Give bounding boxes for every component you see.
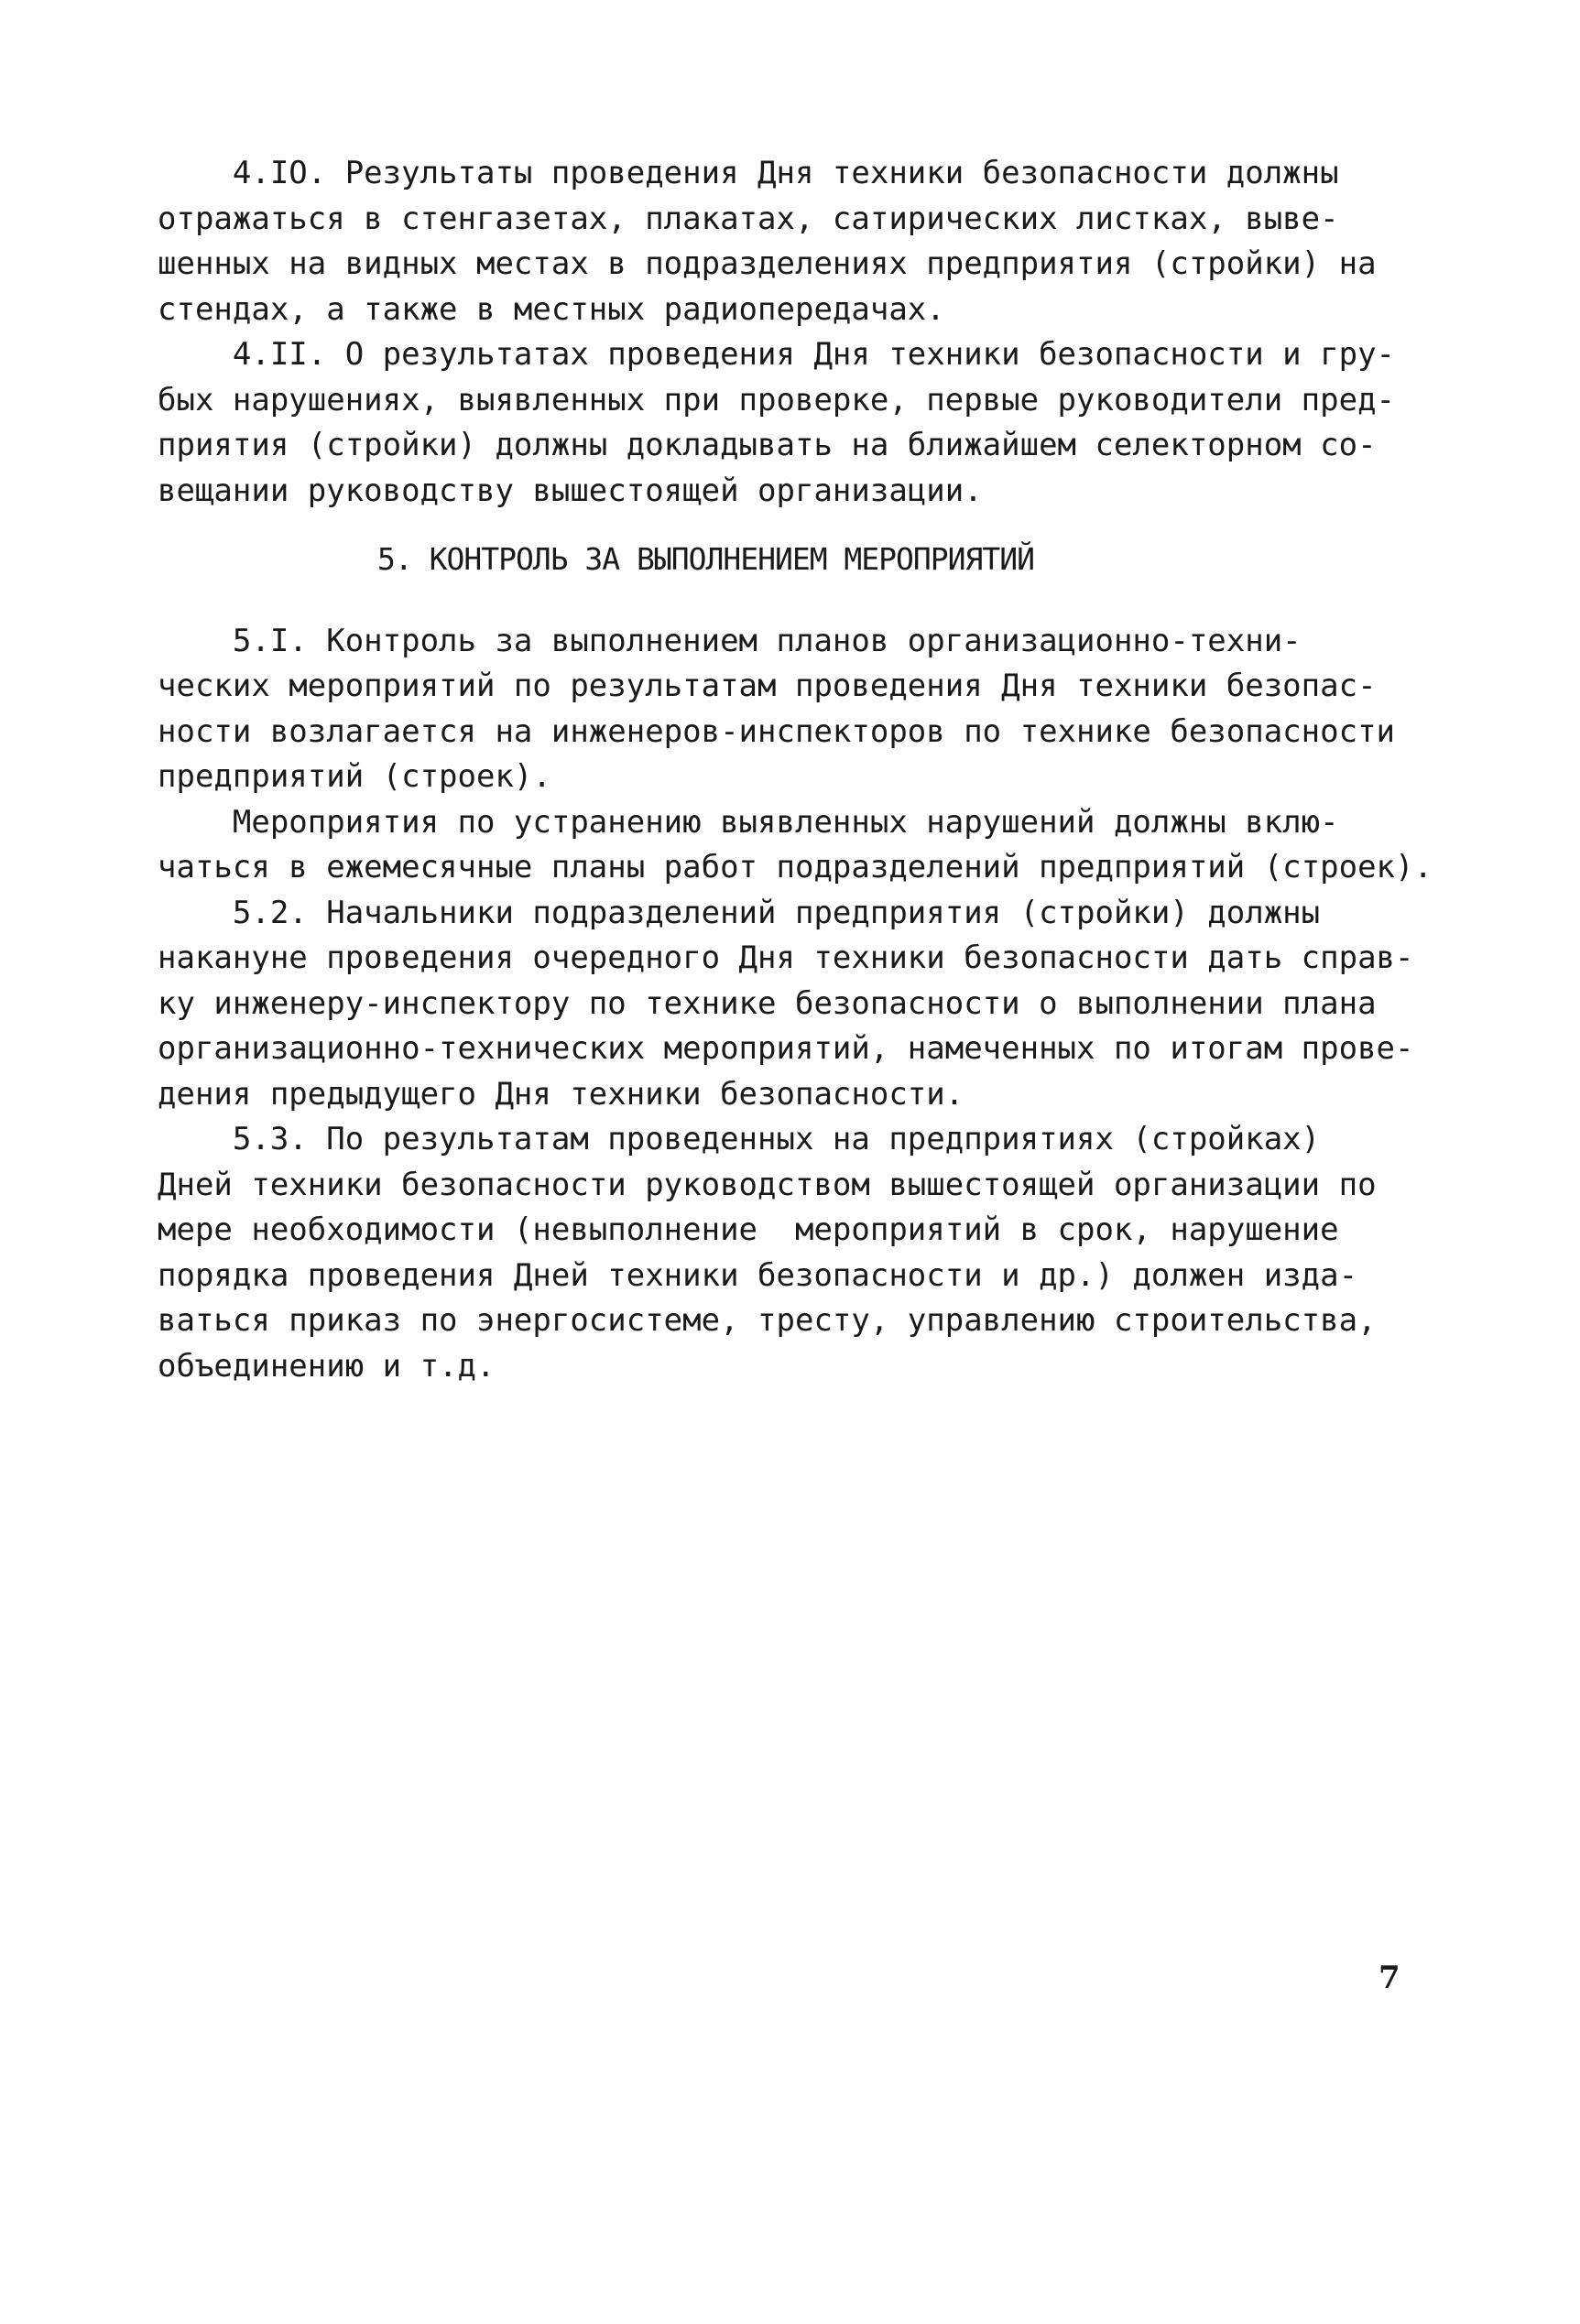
text-line: ности возлагается на инженеров-инспекторов по технике безопасности: [158, 712, 1396, 750]
text-line: объединению и т.д.: [158, 1347, 496, 1385]
text-line: 4.II. О результатах проведения Дня техники безопасности и гру-: [158, 336, 1396, 373]
text-line: 4.IO. Результаты проведения Дня техники безопасности должны: [158, 155, 1339, 191]
text-line: Дней техники безопасности руководством вышестоящей организации по: [158, 1166, 1377, 1203]
text-line: 5.2. Начальники подразделений предприятия (стройки) должны: [158, 894, 1321, 931]
page-number: 7: [1378, 1960, 1400, 1996]
text-line: Мероприятия по устранению выявленных нарушений должны вклю-: [158, 803, 1339, 841]
text-line: 5.3. По результатам проведенных на предприятиях (стройках): [158, 1121, 1321, 1157]
paragraph-5-1-measures: [158, 800, 1433, 891]
text-line: стендах, а также в местных радиопередачах.: [158, 290, 945, 328]
document-body: [158, 151, 1433, 1389]
text-line: 5.I. Контроль за выполнением планов организационно-техни-: [158, 622, 1302, 659]
section-heading: 5. КОНТРОЛЬ ЗА ВЫПОЛНЕНИЕМ МЕРОПРИЯТИЙ: [377, 541, 1034, 577]
text-line: бых нарушениях, выявленных при проверке, первые руководители пред-: [158, 381, 1396, 418]
text-line: накануне проведения очередного Дня техники безопасности дать справ-: [158, 939, 1414, 976]
text-line: дения предыдущего Дня техники безопасности.: [158, 1075, 964, 1113]
text-line: отражаться в стенгазетах, плакатах, сатирических листках, выве-: [158, 200, 1339, 237]
text-line: порядка проведения Дней техники безопасности и др.) должен изда-: [158, 1256, 1358, 1294]
text-line: ваться приказ по энергосистеме, тресту, управлению строительства,: [158, 1302, 1377, 1339]
text-line: вещании руководству вышестоящей организации.: [158, 472, 983, 509]
text-line: ку инженеру-инспектору по технике безопасности о выполнении плана: [158, 984, 1377, 1022]
paragraph-4-10: [158, 151, 1422, 332]
text-line: чаться в ежемесячные планы работ подразделений предприятий (строек).: [158, 849, 1433, 885]
text-line: предприятий (строек).: [158, 758, 551, 795]
text-line: ческих мероприятий по результатам проведения Дня техники безопас-: [158, 668, 1377, 704]
paragraph-5-3: [158, 1117, 1422, 1389]
text-line: шенных на видных местах в подразделениях предприятия (стройки) на: [158, 245, 1377, 282]
paragraph-4-11: [158, 332, 1422, 514]
paragraph-5-1: [158, 619, 1422, 800]
paragraph-5-2: [158, 891, 1422, 1118]
text-line: мере необходимости (невыполнение мероприятий в срок, нарушение: [158, 1211, 1339, 1248]
text-line: организационно-технических мероприятий, намеченных по итогам прове-: [158, 1030, 1414, 1067]
text-line: приятия (стройки) должны докладывать на ближайшем селекторном со-: [158, 427, 1377, 463]
